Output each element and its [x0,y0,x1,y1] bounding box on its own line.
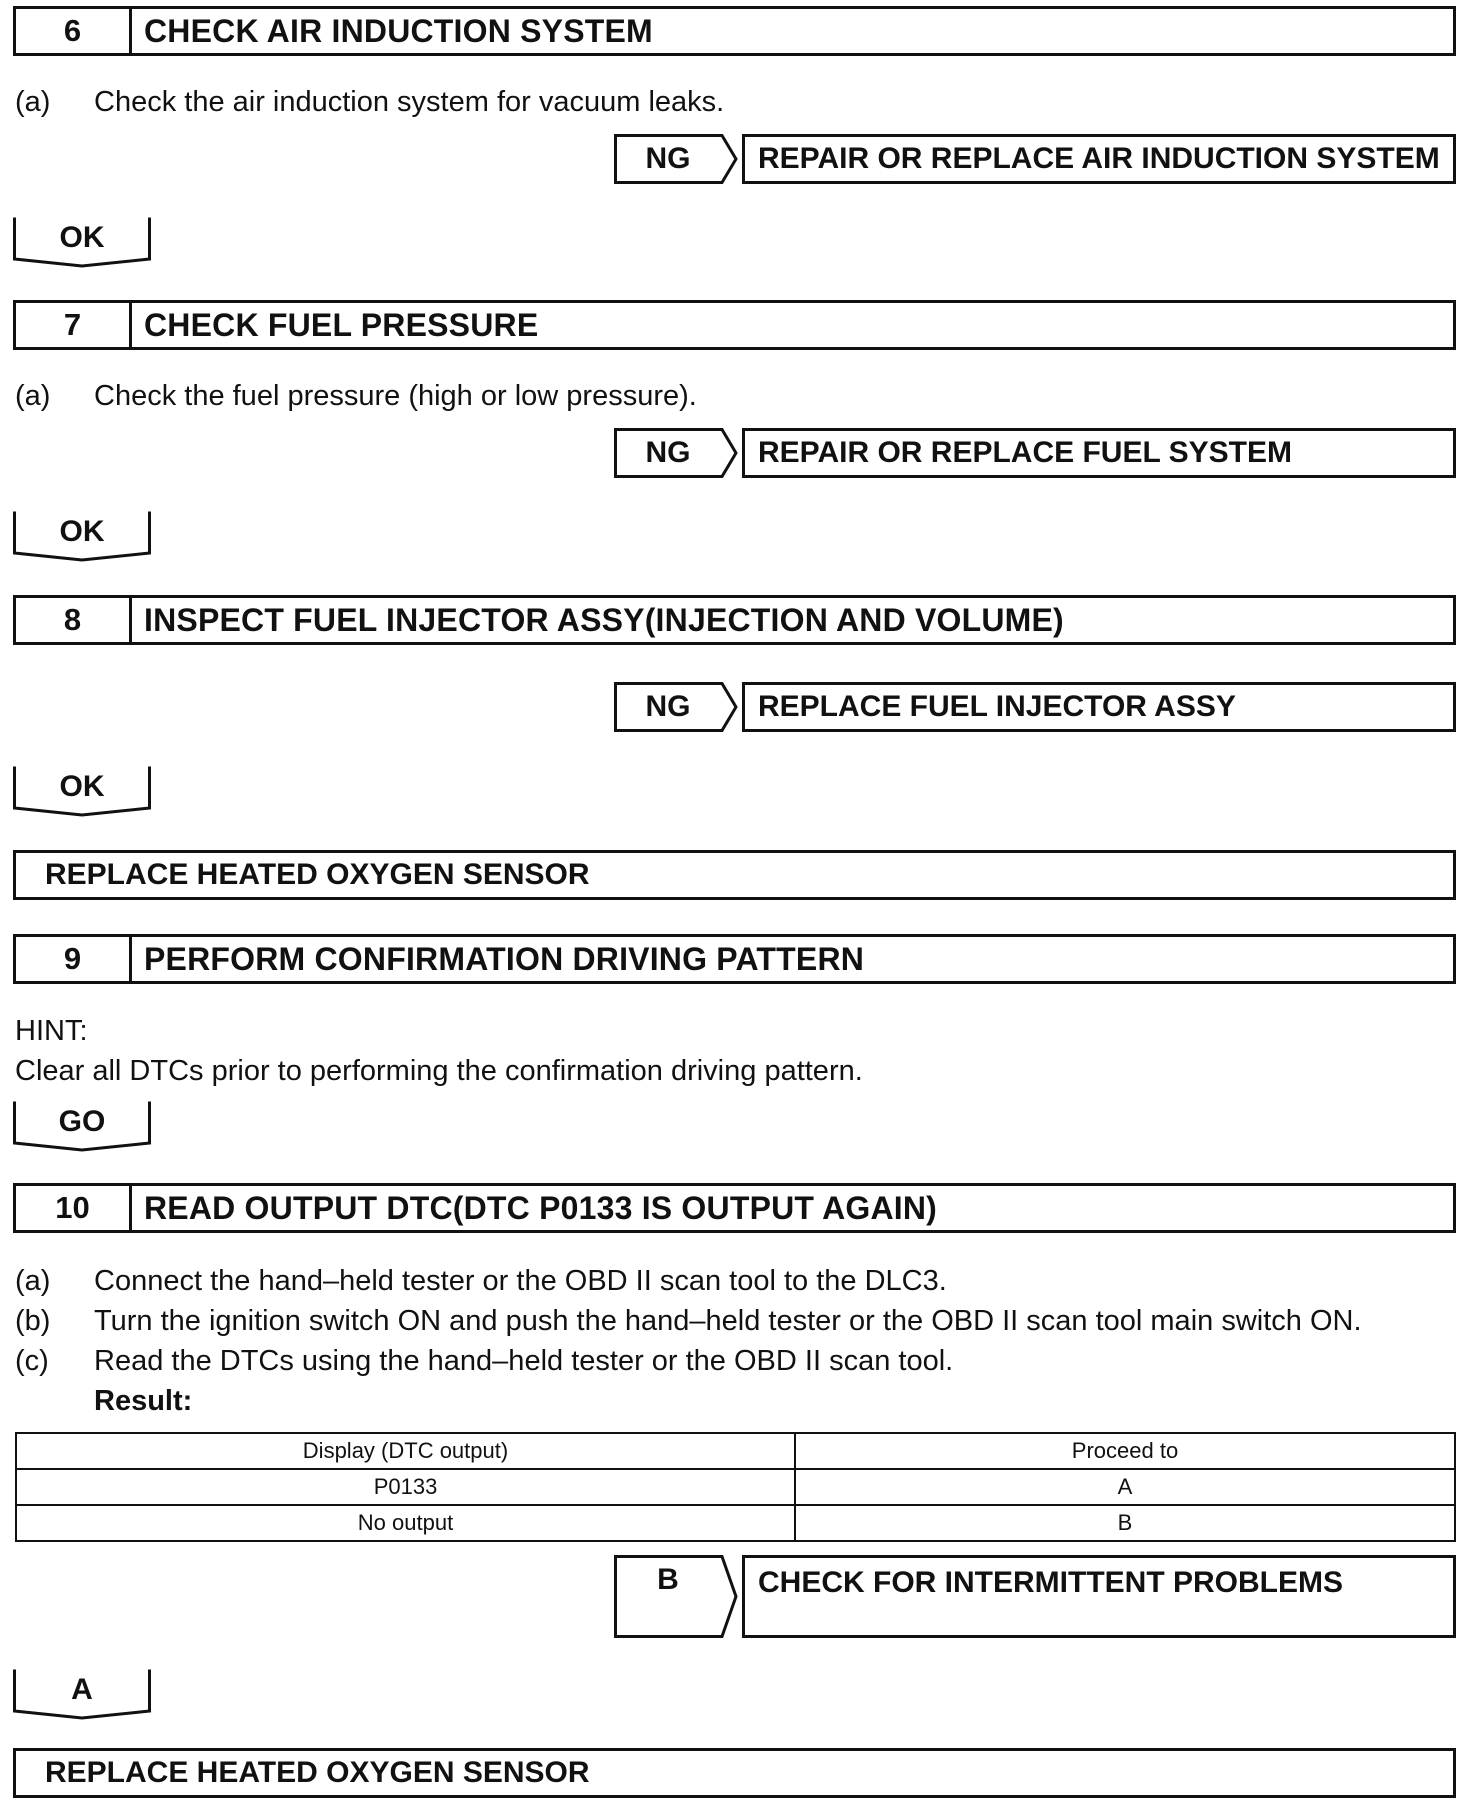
step-7-header [13,300,1456,350]
item-text: Check the fuel pressure (high or low pressure). [94,380,697,412]
table-cell: A [795,1469,1455,1505]
ng-tag [614,134,738,184]
hint-text: Clear all DTCs prior to performing the confirmation driving pattern. [15,1055,863,1087]
table-cell: P0133 [16,1469,795,1505]
item-label: (c) [15,1345,49,1377]
item-text: Read the DTCs using the hand–held tester or the OBD II scan tool. [94,1345,954,1377]
item-text: Check the air induction system for vacuum leaks. [94,86,725,118]
step-9-header [13,934,1456,984]
table-cell: No output [16,1505,795,1541]
table-header-row [16,1433,1455,1469]
item-label: (a) [15,86,51,118]
ng-label: NG [645,142,691,175]
table-row [16,1505,1455,1541]
final-result-box: REPLACE HEATED OXYGEN SENSOR [13,1748,1456,1798]
ng-action-box: REPAIR OR REPLACE AIR INDUCTION SYSTEM [742,134,1456,184]
table-header-cell: Proceed to [795,1433,1455,1469]
a-label: A [71,1673,93,1706]
step-6-ok-tag [13,216,151,268]
table-row [16,1469,1455,1505]
b-action-box: CHECK FOR INTERMITTENT PROBLEMS [742,1555,1456,1638]
step-8-ok-tag [13,765,151,817]
b-tag [614,1555,738,1638]
item-text: Connect the hand–held tester or the OBD II scan tool to the DLC3. [94,1265,947,1297]
step-7-ng-branch [614,428,1456,478]
step-10-header [13,1183,1456,1233]
ng-label: NG [645,690,691,723]
table-cell: B [795,1505,1455,1541]
ng-label: NG [645,436,691,469]
step-6-ng-branch [614,134,1456,184]
step-number: 8 [16,598,132,642]
step-9-go-tag [13,1100,151,1152]
step-title: CHECK AIR INDUCTION SYSTEM [144,12,653,49]
step-title: INSPECT FUEL INJECTOR ASSY(INJECTION AND VOLUME) [144,601,1064,638]
step-10-b-branch [614,1555,1456,1638]
item-text: Turn the ignition switch ON and push the hand–held tester or the OBD II scan tool main switch ON. [94,1305,1362,1337]
item-label: (a) [15,380,51,412]
ng-tag [614,428,738,478]
step-8-result-box: REPLACE HEATED OXYGEN SENSOR [13,850,1456,900]
ng-action-box: REPLACE FUEL INJECTOR ASSY [742,682,1456,732]
result-table [15,1432,1456,1542]
step-title: READ OUTPUT DTC(DTC P0133 IS OUTPUT AGAIN) [144,1189,938,1226]
step-8-ng-branch [614,682,1456,732]
step-10-a-tag [13,1668,151,1720]
ng-action-box: REPAIR OR REPLACE FUEL SYSTEM [742,428,1456,478]
go-label: GO [58,1105,106,1138]
result-heading: Result: [94,1385,193,1417]
step-number: 7 [16,303,132,347]
b-label: B [657,1563,679,1596]
step-8-header [13,595,1456,645]
item-label: (b) [15,1305,51,1337]
step-6-header [13,6,1456,56]
ok-label: OK [59,221,105,254]
ok-label: OK [59,515,105,548]
step-7-ok-tag [13,510,151,562]
ok-label: OK [59,770,105,803]
hint-label: HINT: [15,1015,88,1047]
step-number: 10 [16,1186,132,1230]
step-number: 6 [16,9,132,53]
item-label: (a) [15,1265,51,1297]
step-number: 9 [16,937,132,981]
step-title: PERFORM CONFIRMATION DRIVING PATTERN [144,940,865,977]
table-header-cell: Display (DTC output) [16,1433,795,1469]
step-title: CHECK FUEL PRESSURE [144,306,539,343]
ng-tag [614,682,738,732]
